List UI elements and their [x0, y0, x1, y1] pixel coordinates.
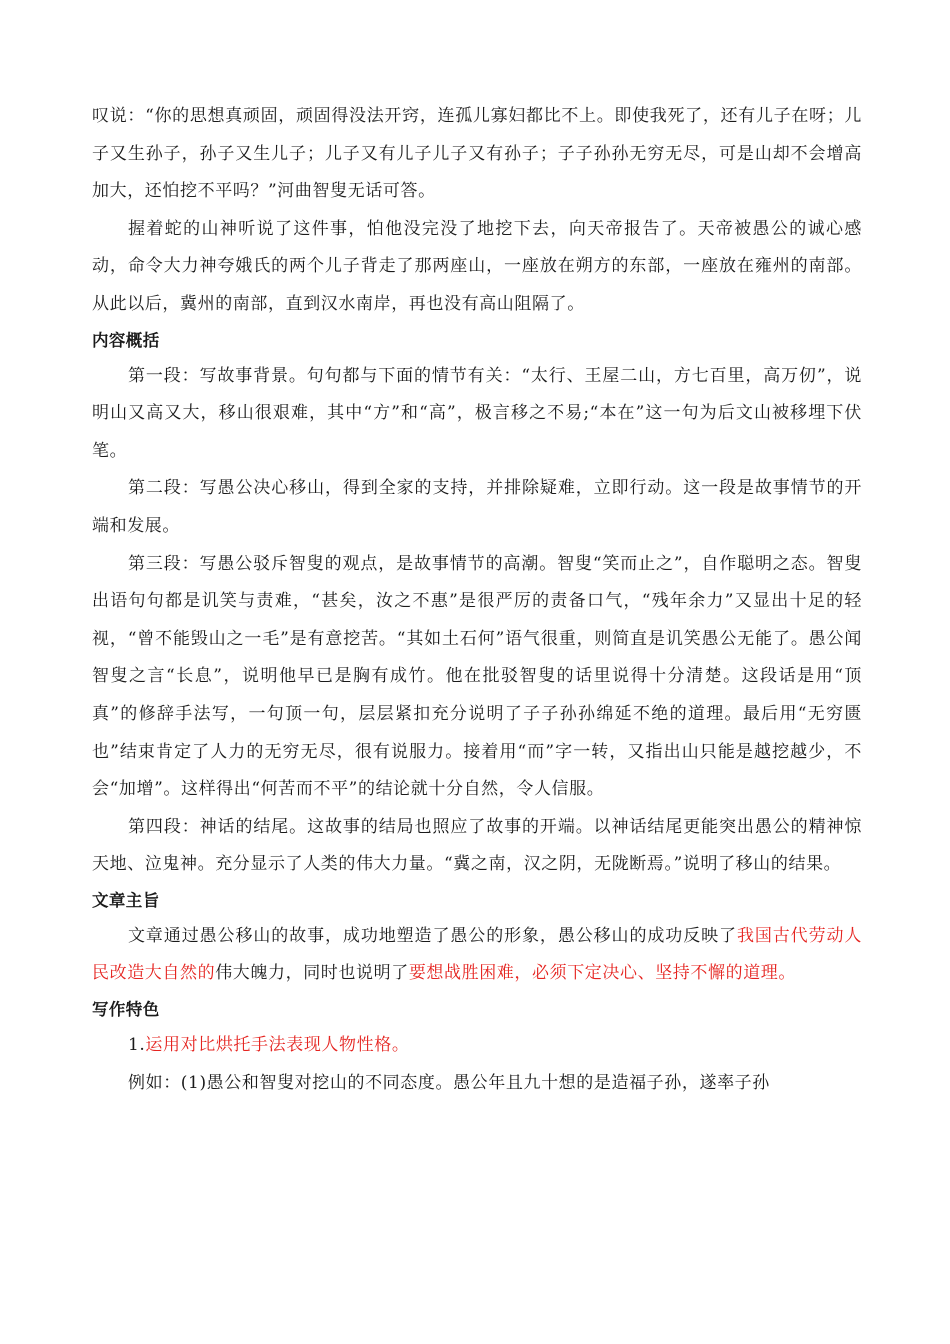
writing-item-1	[92, 1027, 862, 1065]
summary-paragraph-1: 第一段：写故事背景。句句都与下面的情节有关：“太行、王屋二山，方七百里，高万仞”，说明山又高又大，移山很艰难，其中“方”和“高”，极言移之不易;“本在”这一句为后文山被移埋下伏笔。	[92, 365, 862, 461]
story-paragraph-ending: 握着蛇的山神听说了这件事，怕他没完没了地挖下去，向天帝报告了。天帝被愚公的诚心感动，命令大力神夸娥氏的两个儿子背走了那两座山，一座放在朔方的东部，一座放在雍州的南部。从此以后，冀州的南部，直到汉水南岸，再也没有高山阻隔了。	[92, 218, 862, 314]
theme-highlight-2: 要想战胜困难，必须下定决心、坚持不懈的道理。	[408, 963, 797, 984]
summary-paragraph-3: 第三段：写愚公驳斥智叟的观点，是故事情节的高潮。智叟“笑而止之”，自作聪明之态。智叟出语句句都是讥笑与责难，“甚矣，汝之不惠”是很严厉的责备口气，“残年余力”又显出十足的轻视，“曾不能毁山之一毛”是有意挖苦。“其如土石何”语气很重，则简直是讥笑愚公无能了。愚公闻智叟之言“长息”，说明他早已是胸有成竹。他在批驳智叟的话里说得十分清楚。这段话是用“顶真”的修辞手法写，一句顶一句，层层紧扣充分说明了子子孙孙绵延不绝的道理。最后用“无穷匮也”结束肯定了人力的无穷无尽，很有说服力。接着用“而”字一转，又指出山只能是越挖越少，不会“加增”。这样得出“何苦而不平”的结论就十分自然，令人信服。	[92, 553, 862, 800]
summary-paragraph-2: 第二段：写愚公决心移山，得到全家的支持，并排除疑难，立即行动。这一段是故事情节的开端和发展。	[92, 478, 862, 536]
theme-highlight-1: 我国古代劳动人民改造大自然的	[92, 925, 862, 984]
writing-item-1-text: 运用对比烘托手法表现人物性格。	[145, 1035, 410, 1056]
theme-text-1: 文章通过愚公移山的故事，成功地塑造了愚公的形象，愚公移山的成功反映了	[128, 925, 737, 946]
writing-item-1-number: 1.	[128, 1035, 146, 1056]
story-paragraph-dialogue: 叹说：“你的思想真顽固，顽固得没法开窍，连孤儿寡妇都比不上。即使我死了，还有儿子在呀；儿子又生孙子，孙子又生儿子；儿子又有儿子儿子又有孙子；子子孙孙无穷无尽，可是山却不会增高加大，还怕挖不平吗？”河曲智叟无话可答。	[92, 106, 862, 202]
theme-text-2: 伟大魄力，同时也说明了	[215, 963, 409, 984]
summary-paragraph-4: 第四段：神话的结尾。这故事的结局也照应了故事的开端。以神话结尾更能突出愚公的精神惊天地、泣鬼神。充分显示了人类的伟大力量。“冀之南，汉之阴，无陇断焉。”说明了移山的结果。	[92, 816, 862, 875]
theme-paragraph	[92, 918, 862, 993]
section-heading-theme: 文章主旨	[92, 890, 160, 910]
writing-example: 例如：(1)愚公和智叟对挖山的不同态度。愚公年且九十想的是造福子孙，遂率子孙	[128, 1072, 770, 1093]
section-heading-writing: 写作特色	[92, 1000, 160, 1020]
section-heading-summary: 内容概括	[92, 330, 160, 350]
document-page	[92, 98, 862, 1102]
